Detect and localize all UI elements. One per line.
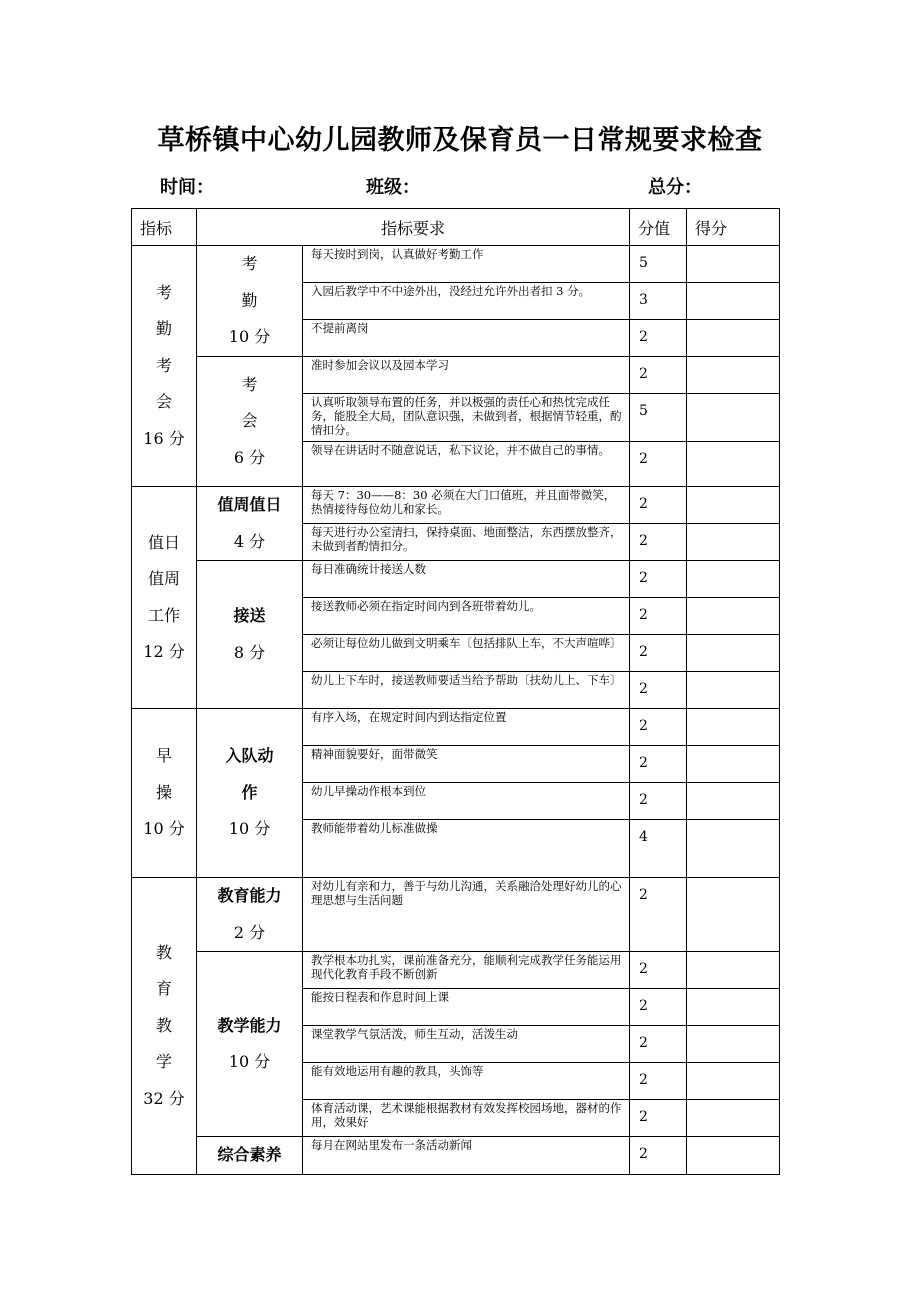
sub-indicator-cell (197, 561, 303, 709)
inspection-table (131, 208, 780, 1175)
requirement-cell: 每日准确统计接送人数 (303, 561, 630, 598)
requirement-cell: 每天按时到岗，认真做好考勤工作 (303, 246, 630, 283)
table-row (132, 246, 780, 283)
total-score-label: 总分： (648, 177, 702, 198)
value-cell: 5 (630, 394, 687, 442)
requirement-cell: 领导在讲话时不随意说话，私下议论，并不做自己的事情。 (303, 442, 630, 487)
header-requirement: 指标要求 (197, 209, 630, 246)
requirement-cell: 入园后教学中不中途外出，没经过允许外出者扣 3 分。 (303, 283, 630, 320)
value-cell: 2 (630, 989, 687, 1026)
table-row (132, 952, 780, 989)
value-cell: 2 (630, 598, 687, 635)
sub-indicator-cell (197, 246, 303, 357)
value-cell: 2 (630, 1063, 687, 1100)
table-row (132, 561, 780, 598)
table-row (132, 709, 780, 746)
category-cell (132, 709, 197, 878)
category-line: 16 分 (143, 428, 185, 448)
score-entry-cell[interactable] (687, 635, 780, 672)
sub-indicator-cell (197, 878, 303, 952)
score-entry-cell[interactable] (687, 283, 780, 320)
header-score: 得分 (687, 209, 780, 246)
value-cell: 3 (630, 283, 687, 320)
value-cell: 2 (630, 357, 687, 394)
score-entry-cell[interactable] (687, 246, 780, 283)
requirement-cell: 准时参加会议以及园本学习 (303, 357, 630, 394)
value-cell: 2 (630, 561, 687, 598)
score-entry-cell[interactable] (687, 598, 780, 635)
score-entry-cell[interactable] (687, 320, 780, 357)
table-row (132, 1137, 780, 1175)
sub-indicator-line: 接送 (233, 606, 266, 625)
score-entry-cell[interactable] (687, 878, 780, 952)
requirement-cell: 幼儿上下车时，接送教师要适当给予帮助〔扶幼儿上、下车〕 (303, 672, 630, 709)
requirement-cell: 有序入场，在规定时间内到达指定位置 (303, 709, 630, 746)
sub-indicator-cell (197, 357, 303, 487)
value-cell: 2 (630, 1100, 687, 1137)
category-line: 值日 (147, 532, 180, 552)
sub-indicator-line: 综合素养 (217, 1145, 282, 1164)
value-cell: 2 (630, 878, 687, 952)
sub-indicator-line: 10 分 (228, 819, 271, 839)
table-row (132, 487, 780, 524)
category-line: 早 (155, 746, 172, 766)
requirement-cell: 对幼儿有亲和力，善于与幼儿沟通，关系融洽处理好幼儿的心理思想与生活问题 (303, 878, 630, 952)
requirement-cell: 体育活动课，艺术课能根据教材有效发挥校园场地，器材的作用，效果好 (303, 1100, 630, 1137)
requirement-cell: 课堂教学气氛活泼，师生互动，活泼生动 (303, 1026, 630, 1063)
score-entry-cell[interactable] (687, 394, 780, 442)
value-cell: 2 (630, 1137, 687, 1175)
sub-indicator-line: 10 分 (228, 1052, 271, 1071)
requirement-cell: 能有效地运用有趣的教具，头饰等 (303, 1063, 630, 1100)
score-entry-cell[interactable] (687, 1137, 780, 1175)
sub-indicator-line: 6 分 (233, 447, 266, 467)
requirement-cell: 必须让每位幼儿做到文明乘车〔包括排队上车，不大声喧哗〕 (303, 635, 630, 672)
requirement-cell: 每天进行办公室清扫，保持桌面、地面整洁，东西摆放整齐，未做到者酌情扣分。 (303, 524, 630, 561)
table-row (132, 357, 780, 394)
value-cell: 2 (630, 320, 687, 357)
category-line: 勤 (155, 319, 172, 339)
sub-indicator-line: 教育能力 (217, 886, 282, 905)
score-entry-cell[interactable] (687, 1100, 780, 1137)
category-line: 考 (155, 282, 172, 302)
score-entry-cell[interactable] (687, 989, 780, 1026)
requirement-cell: 幼儿早操动作根本到位 (303, 783, 630, 820)
category-cell (132, 878, 197, 1175)
category-line: 学 (155, 1052, 172, 1071)
requirement-cell: 不提前离岗 (303, 320, 630, 357)
sub-indicator-line: 入队动 (225, 746, 274, 766)
score-entry-cell[interactable] (687, 561, 780, 598)
score-entry-cell[interactable] (687, 952, 780, 989)
score-entry-cell[interactable] (687, 524, 780, 561)
requirement-cell: 能按日程表和作息时间上课 (303, 989, 630, 1026)
sub-indicator-line: 2 分 (233, 922, 266, 942)
category-line: 教 (155, 1015, 172, 1035)
sub-indicator-cell (197, 952, 303, 1137)
sub-indicator-line: 会 (241, 411, 258, 431)
category-line: 10 分 (143, 819, 185, 839)
value-cell: 2 (630, 1026, 687, 1063)
value-cell: 2 (630, 952, 687, 989)
score-entry-cell[interactable] (687, 1026, 780, 1063)
score-entry-cell[interactable] (687, 672, 780, 709)
score-entry-cell[interactable] (687, 442, 780, 487)
value-cell: 2 (630, 746, 687, 783)
category-line: 考 (155, 355, 172, 375)
time-label: 时间： (160, 177, 214, 198)
value-cell: 2 (630, 442, 687, 487)
sub-indicator-line: 勤 (241, 290, 258, 310)
category-line: 32 分 (143, 1088, 185, 1108)
sub-indicator-line: 作 (241, 782, 258, 802)
value-cell: 2 (630, 672, 687, 709)
header-indicator: 指标 (132, 209, 197, 246)
value-cell: 2 (630, 709, 687, 746)
class-label: 班级： (366, 177, 420, 198)
requirement-cell: 精神面貌要好，面带微笑 (303, 746, 630, 783)
value-cell: 2 (630, 635, 687, 672)
score-entry-cell[interactable] (687, 487, 780, 524)
category-line: 12 分 (143, 642, 185, 661)
category-line: 会 (155, 392, 172, 412)
table-row (132, 878, 780, 952)
page-title: 草桥镇中心幼儿园教师及保育员一日常规要求检查 (157, 125, 763, 156)
value-cell: 5 (630, 246, 687, 283)
category-cell (132, 246, 197, 487)
category-line: 操 (155, 782, 172, 802)
sub-indicator-line: 4 分 (233, 531, 266, 551)
value-cell: 2 (630, 487, 687, 524)
requirement-cell: 教师能带着幼儿标准做操 (303, 820, 630, 878)
requirement-cell: 每月在网站里发布一条活动新闻 (303, 1137, 630, 1175)
requirement-cell: 认真听取领导布置的任务，并以极强的责任心和热忱完成任务，能股全大局，团队意识强，未做到者，根据情节轻重，酌情扣分。 (303, 394, 630, 442)
value-cell: 2 (630, 524, 687, 561)
category-line: 值周 (147, 569, 180, 588)
sub-indicator-cell (197, 487, 303, 561)
header-value: 分值 (630, 209, 687, 246)
category-line: 育 (155, 979, 172, 998)
sub-indicator-cell (197, 1137, 303, 1175)
sub-indicator-line: 10 分 (228, 327, 271, 347)
requirement-cell: 教学根本功扎实，课前准备充分，能顺利完成教学任务能运用现代化教育手段不断创新 (303, 952, 630, 989)
score-entry-cell[interactable] (687, 783, 780, 820)
requirement-cell: 接送教师必须在指定时间内到各班带着幼儿。 (303, 598, 630, 635)
value-cell: 2 (630, 783, 687, 820)
score-entry-cell[interactable] (687, 1063, 780, 1100)
value-cell: 4 (630, 820, 687, 878)
sub-indicator-line: 教学能力 (217, 1015, 282, 1035)
table-body (132, 246, 780, 1175)
category-line: 工作 (147, 605, 180, 625)
sub-indicator-line: 值周值日 (217, 495, 282, 514)
category-line: 教 (155, 942, 172, 962)
score-entry-cell[interactable] (687, 820, 780, 878)
score-entry-cell[interactable] (687, 357, 780, 394)
score-entry-cell[interactable] (687, 746, 780, 783)
sub-indicator-line: 考 (241, 254, 258, 274)
score-entry-cell[interactable] (687, 709, 780, 746)
sub-indicator-line: 考 (241, 374, 258, 394)
requirement-cell: 每天 7：30——8：30 必须在大门口值班，并且面带微笑，热情接待每位幼儿和家长。 (303, 487, 630, 524)
sub-indicator-line: 8 分 (233, 642, 266, 662)
category-cell (132, 487, 197, 709)
sub-indicator-cell (197, 709, 303, 878)
